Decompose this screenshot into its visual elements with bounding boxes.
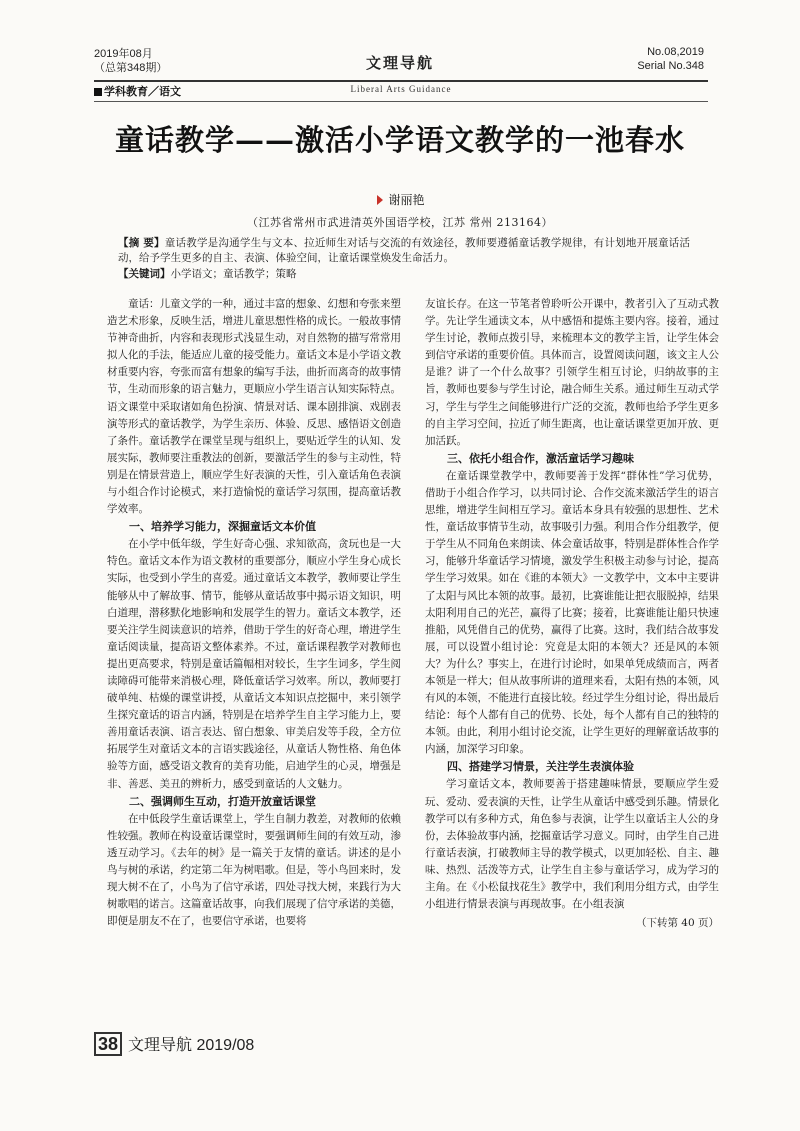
journal-masthead: 文理导航 xyxy=(365,54,434,72)
body-paragraph: 在中低段学生童话课堂上，学生自制力教差，对教师的依赖性较强。教师在构设童话课堂时，要强调师生间的有效互动，渗透互动学习。《去年的树》是一篇关于友情的童话。讲述的是小鸟与树的承诺，约定第二年为树唱歌。但是，等小鸟回来时，发现大树不在了，小鸟为了信守承诺，四处寻找大树，来践行为大树歌唱的诺言。这篇童话故事，向我们展现了信守承诺的美德，即便是朋友不在了，也要信守承诺，也要将 xyxy=(107,812,401,928)
page-number: 38 xyxy=(94,1032,122,1056)
issue-number-line1: No.08,2019 xyxy=(647,46,704,58)
english-title: Liberal Arts Guidance xyxy=(350,84,452,94)
body-paragraph: 童话：儿童文学的一种，通过丰富的想象、幻想和夸张来塑造艺术形象，反映生活，增进儿童思想性格的成长。一般故事情节神奇曲折，内容和表现形式浅显生动，对自然物的描写常常用拟人化的手法，能适应儿童的接受能力。童话文本是小学语文教材重要内容，夸张而富有想象的编写手法，曲折而离奇的故事情节，生动而形象的语言魅力，更顺应小学生语言认知实际特点。语文课堂中采取诸如角色扮演、情景对话、课本剧排演、戏剧表演等形式的童话教学，为学生亲历、体验、反思、感悟语文创造了条件。童话教学在课堂呈现与组织上，要贴近学生的认知、发展实际，教师要注重教法的创新，要激活学生的参与主动性，特别是在情景营造上，顺应学生好表演的天性，引入童话角色表演与小组合作讨论模式，来打造愉悦的童话学习氛围，提高童话教学效率。 xyxy=(107,298,401,516)
issue-number xyxy=(637,45,704,73)
section-heading: 三、依托小组合作，激活童话学习趣味 xyxy=(447,451,634,465)
author-line xyxy=(0,191,800,208)
continued-note: （下转第 40 页） xyxy=(635,917,719,930)
keywords-label: 【关键词】 xyxy=(118,268,171,280)
abstract xyxy=(118,236,690,266)
section-tag-label: 学科教育／语文 xyxy=(104,85,181,98)
page-footer xyxy=(94,1032,254,1056)
section-bar xyxy=(94,83,708,99)
body-paragraph: 在小学中低年级，学生好奇心强、求知欲高，贪玩也是一大特色。童话文本作为语文教材的重要部分，顺应小学生身心成长实际，也受到小学生的喜爱。通过童话文本教学，教师要让学生能够从中了解故事、情节，能够从童话故事中揭示语文知识，明白道理，潜移默化地影响和发展学生的智力。童话文本教学，还要关注学生阅读意识的培养，借助于学生的好奇心理，增进学生童话阅读量，提高语文整体素养。不过，童话课程教学对教师也提出更高要求，特别是童话篇幅相对较长，生字生词多，学生阅读障碍可能带来消极心理，降低童话学习效率。所以，教师要打破单纯、枯燥的课堂讲授，从童话文本知识点挖掘中，来引领学生探究童话的语言内涵，特别是在培养学生自主学习能力上，要善用童话表演、语言表达、留白想象、审美启发等手段，全方位拓展学生对童话文本的言语实践途径，从童话人物性格、角色体验等方面，感受语文教育的美育功能，启迪学生的心灵，增强是非、善恶、美丑的辨析力，感受到童话的人文魅力。 xyxy=(107,538,401,790)
author-affiliation: （江苏省常州市武进清英外国语学校，江苏 常州 213164） xyxy=(247,216,553,229)
keywords-text: 小学语文；童话教学；策略 xyxy=(170,268,297,280)
body-paragraph: 在童话课堂教学中，教师要善于发挥“群体性”学习优势，借助于小组合作学习，以共同讨论、合作交流来激活学生的语言思维，增进学生间相互学习。童话本身具有较强的思想性、艺术性，童话故事情节生动，故事吸引力强。利用合作分组教学，便于学生从不同角色来朗读、体会童话故事，特别是群体性合作学习，能够升华童话学习情境，激发学生积极主动参与讨论，提高学生学习效果。如在《谁的本领大》一文教学中，文本中主要讲了太阳与风比本领的故事。最初，比赛谁能让把衣服脱掉，结果太阳利用自己的光芒，赢得了比赛；接着，比赛谁能让船只快速推船，风凭借自己的优势，赢得了比赛。这时，我们结合故事发展，可以设置小组讨论：究竟是太阳的本领大？还是风的本领大？为什么？事实上，在进行讨论时，如果单凭成绩而言，两者本领是一样大；但从故事所讲的道理来看，太阳有热的本领，风有风的本领，不能进行直接比较。经过学生分组讨论，得出最后结论：每个人都有自己的优势、长处，每个人都有自己的独特的本领。由此，利用小组讨论交流，让学生更好的理解童话故事的内涵，加深学习印象。 xyxy=(425,469,719,756)
body-column-right xyxy=(425,296,719,932)
body-paragraph: 学习童话文本，教师要善于搭建趣味情景，要顺应学生爱玩、爱动、爱表演的天性，让学生从童话中感受到乐趣。情景化教学可以有多种方式，角色参与表演，让学生以童话主人公的身份，去体验故事内涵，挖掘童话学习意义。同时，由学生自己进行童话表演，打破教师主导的教学模式，以更加轻松、自主、趣味、热烈、活泼等方式，让学生自主参与童话学习，成为学习的主角。在《小松鼠找花生》教学中，我们利用分组方式，由学生小组进行情景表演与再现故事。在小组表演 xyxy=(425,778,719,911)
issue-date-line1: 2019年08月 xyxy=(94,48,153,60)
abstract-text: 童话教学是沟通学生与文本、拉近师生对话与交流的有效途径，教师要遵循童话教学规律，有计划地开展童话活动，给予学生更多的自主、表演、体验空间，让童话课堂焕发生命活力。 xyxy=(118,237,691,264)
keywords xyxy=(118,267,690,282)
body-paragraph: 友谊长存。在这一节笔者曾聆听公开课中，教者引入了互动式教学。先让学生通读文本，从中感悟和提炼主要内容。接着，通过学生讨论，教师点拨引导，来梳理本文的教学主旨，让学生体会到信守承诺的重要价值。具体而言，设置阅读问题，该文主人公是谁？讲了一个什么故事？引领学生相互讨论，归纳故事的主旨，教师也要参与学生讨论，融合师生关系。通过师生互动式学习，学生与学生之间能够进行广泛的交流，教师也给予学生更多的自主学习空间，拉近了师生距离，也让童话课堂更加开放、更加活跃。 xyxy=(425,298,719,447)
subheader-rule xyxy=(94,101,708,102)
issue-date-line2: （总第348期） xyxy=(94,62,168,74)
section-heading: 二、强调师生互动，打造开放童话课堂 xyxy=(129,794,316,808)
header-rule xyxy=(94,80,708,82)
author-name: 谢丽艳 xyxy=(388,193,425,207)
footer-journal: 文理导航 2019/08 xyxy=(128,1037,255,1054)
section-heading: 四、搭建学习情景，关注学生表演体验 xyxy=(447,760,634,774)
author-mark-icon xyxy=(375,194,385,206)
abstract-label: 【摘 要】 xyxy=(118,237,165,249)
issue-number-line2: Serial No.348 xyxy=(637,60,704,72)
body-column-left xyxy=(107,296,401,930)
section-heading: 一、培养学习能力，深掘童话文本价值 xyxy=(129,520,316,534)
article-title: 童话教学——激活小学语文教学的一池春水 xyxy=(114,123,685,157)
